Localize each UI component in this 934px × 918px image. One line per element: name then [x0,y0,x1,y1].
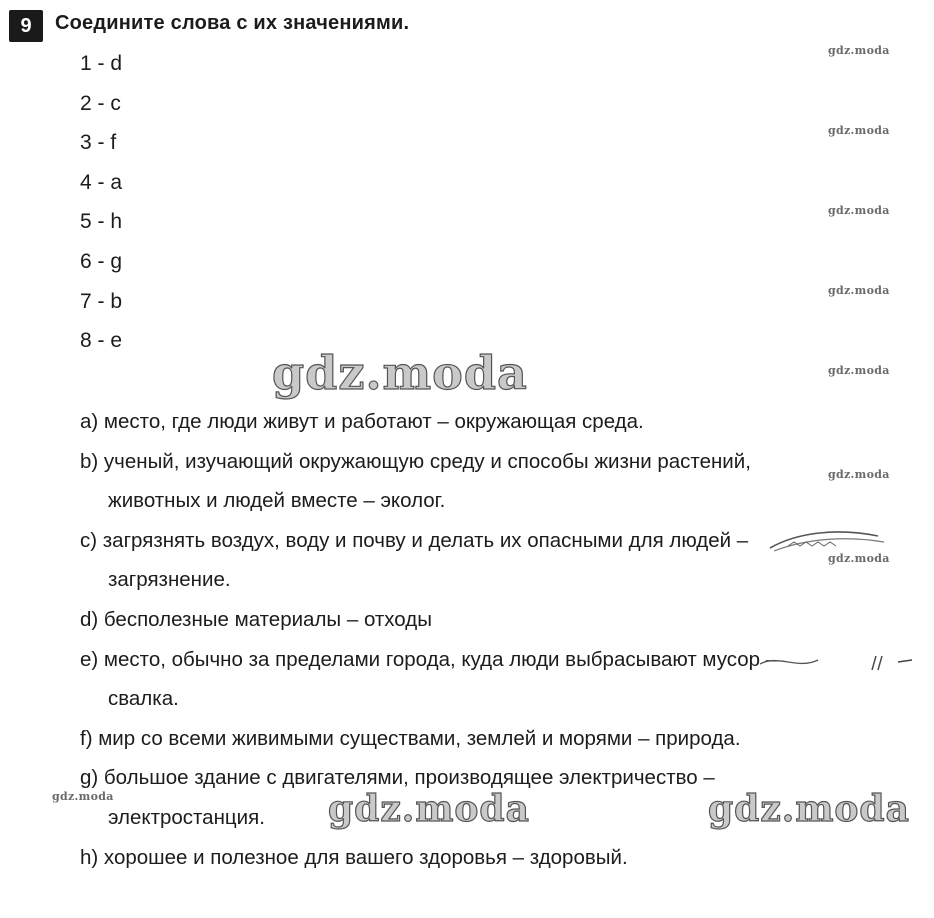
definition-continuation: животных и людей вместе – эколог. [108,489,446,513]
watermark-large: gdz.moda [328,788,530,830]
watermark-small: gdz.moda [828,284,890,297]
scribble-mark [758,650,918,672]
definition-continuation: загрязнение. [108,568,231,592]
scribble-mark [768,528,888,554]
definition-text: d) бесполезные материалы – отходы [80,607,432,631]
definition-text: c) загрязнять воздух, воду и почву и делать их опасными для людей – [80,528,749,552]
definition-item [80,442,918,521]
definition-text: f) мир со всеми живимыми существами, землей и морями – природа. [80,726,741,750]
watermark-large: gdz.moda [708,788,910,830]
definition-item [80,719,918,759]
answer-item: 5 - h [80,210,123,234]
definition-item [80,600,918,640]
answer-item: 3 - f [80,131,117,155]
definition-text: e) место, обычно за пределами города, куда люди выбрасывают мусор – [80,647,778,671]
definition-item [80,838,918,878]
answer-item: 2 - c [80,91,121,115]
definition-text: a) место, где люди живут и работают – окружающая среда. [80,410,644,433]
answer-item: 6 - g [80,249,123,273]
task-title: Соедините слова с их значениями. [55,12,410,34]
watermark-small: gdz.moda [828,364,890,377]
answer-item: 7 - b [80,289,123,313]
watermark-small: gdz.moda [828,552,890,565]
definition-text: h) хорошее и полезное для вашего здоровья – здоровый. [80,845,628,869]
definition-text: g) большое здание с двигателями, производящее электричество – [80,766,715,790]
watermark-small: gdz.moda [52,790,114,803]
watermark-small: gdz.moda [828,124,890,137]
answer-item: 8 - e [80,329,123,353]
answer-item: 1 - d [80,52,123,75]
task-number-badge: 9 [9,10,43,42]
definition-item [80,402,918,442]
definition-continuation: свалка. [108,687,179,711]
definition-continuation: электростанция. [108,805,265,829]
answer-list [80,50,122,367]
watermark-small: gdz.moda [828,44,890,57]
watermark-small: gdz.moda [828,204,890,217]
definition-text: b) ученый, изучающий окружающую среду и способы жизни растений, [80,449,751,473]
watermark-small: gdz.moda [828,468,890,481]
answer-item: 4 - a [80,170,123,194]
watermark-large: gdz.moda [272,346,528,400]
